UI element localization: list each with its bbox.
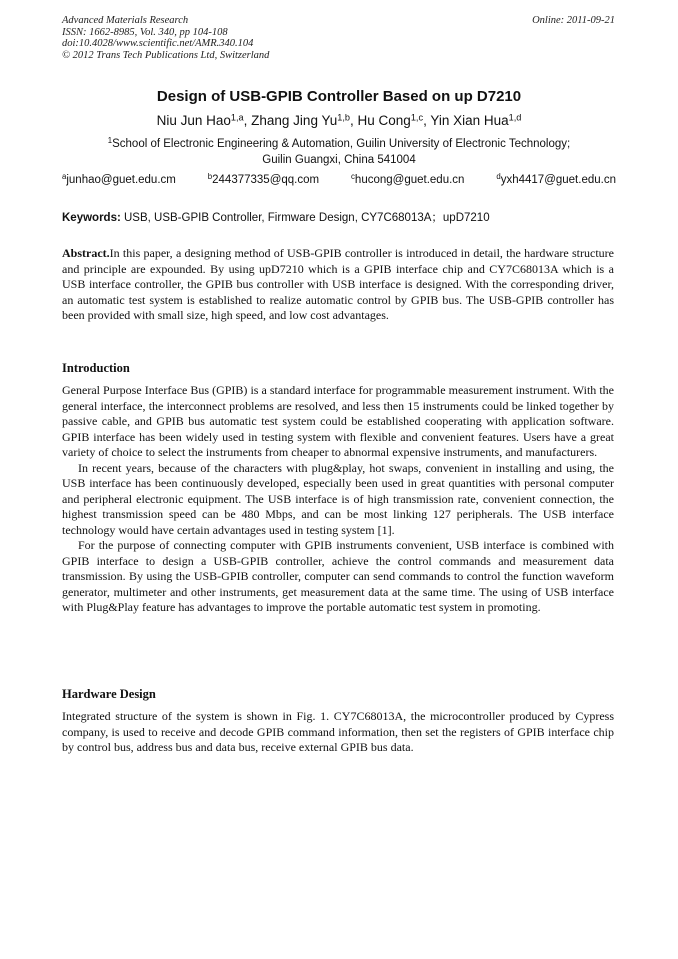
- author-affiliation-mark: 1,b: [337, 112, 350, 123]
- author-separator: ,: [423, 113, 431, 128]
- journal-header: [62, 15, 269, 61]
- email-item: $^b$244377335@qq.com: [207, 172, 320, 186]
- affiliation-line-2: Guilin Guangxi, China 541004: [262, 153, 416, 166]
- keywords: [62, 209, 616, 225]
- abstract: [62, 246, 614, 324]
- author-affiliation-mark: 1,a: [230, 112, 244, 123]
- author-affiliation-mark: 1,d: [508, 112, 522, 123]
- affiliation-line-1: $^1$School of Electronic Engineering & Automation, Guilin University of Electronic Technology;: [107, 136, 571, 150]
- introduction-body: [62, 383, 614, 616]
- author-separator: ,: [350, 113, 358, 128]
- introduction-heading: Introduction: [62, 361, 130, 375]
- paragraph: In recent years, because of the characters with plug&play, hot swaps, convenient in installing and using, the USB interface has been continuously developed, especially been used in great quantities with personal computer and peripheral electronic equipment. The USB interface is of high transmission rate, convenient connection, the highest transmission speed can be 480 Mbps, and can be most linking 127 peripherals. The USB interface technology would have certain advantages used in testing system [1].: [62, 460, 614, 537]
- paragraph: For the purpose of connecting computer with GPIB instruments convenient, USB interface is combined with GPIB interface to design a USB-GPIB controller, achieve the control commands and measurement data transmission. By using the USB-GPIB controller, computer can send commands to control the function waveform generator, multimeter and other instruments, get measurement data at the same time. The using of USB interface with Plug&Play feature has advantages to improve the portable automatic test system in promoting.: [62, 538, 614, 614]
- email-list: [62, 174, 616, 186]
- affiliation-mark: 1: [107, 136, 113, 146]
- author-name: Yin Xian Hua: [430, 113, 509, 128]
- author-name: Hu Cong: [357, 113, 411, 128]
- abstract-text: In this paper, a designing method of USB-GPIB controller is introduced in detail, the hardware structure and principle are expounded. By using upD7210 which is a GPIB interface chip and CY7C68013A which is a USB interface controller, the GPIB bus controller with USB interface is designed. With the corresponding driver, an automatic test system is established to realize automatic control by GPIB bus. The USB-GPIB controller has been provided with small size, high speed, and low cost advantages.: [62, 246, 614, 322]
- online-date: Online: 2011-09-21: [532, 15, 615, 26]
- author-list: [0, 113, 678, 128]
- hardware-design-heading: Hardware Design: [62, 687, 156, 701]
- paragraph: General Purpose Interface Bus (GPIB) is a standard interface for programmable measurement instrument. With the general interface, the interconnect problems are resolved, and less then 15 instruments could be linked together by passive cable, and GPIB bus automatic test system could be established cooperating with application software. GPIB interface has been widely used in testing system with flexible and convenient features. Users have a great variety of choice to select the instruments from cheaper to abnormal expensive instruments, and manufacturers.: [62, 383, 614, 459]
- affiliation: [62, 137, 616, 168]
- author-name: Zhang Jing Yu: [251, 113, 338, 128]
- copyright-line: © 2012 Trans Tech Publications Ltd, Switzerland: [62, 49, 270, 61]
- author-name: Niu Jun Hao: [156, 113, 231, 128]
- email-item: $^c$hucong@guet.edu.cn: [351, 172, 465, 186]
- keywords-label: Keywords:: [62, 212, 121, 224]
- email-item: $^a$junhao@guet.edu.cm: [62, 172, 176, 186]
- hardware-design-body: [62, 709, 614, 756]
- doi-line: doi:10.4028/www.scientific.net/AMR.340.104: [62, 38, 254, 49]
- paragraph: Integrated structure of the system is shown in Fig. 1. CY7C68013A, the microcontroller produced by Cypress company, is used to receive and decode GPIB command information, then set the registers of GPIB interface chip by control bus, address bus and data bus, receive external GPIB bus data.: [62, 709, 614, 754]
- abstract-label: Abstract.: [62, 246, 110, 260]
- journal-name: Advanced Materials Research: [62, 15, 189, 26]
- email-item: $^d$yxh4417@guet.edu.cn: [496, 172, 616, 186]
- paper-title: Design of USB-GPIB Controller Based on up D7210: [156, 88, 522, 105]
- keywords-text: USB, USB-GPIB Controller, Firmware Design, CY7C68013A；upD7210: [120, 212, 490, 224]
- author-affiliation-mark: 1,c: [410, 112, 424, 123]
- issn-line: ISSN: 1662-8985, Vol. 340, pp 104-108: [62, 26, 228, 38]
- author-separator: ,: [243, 113, 252, 128]
